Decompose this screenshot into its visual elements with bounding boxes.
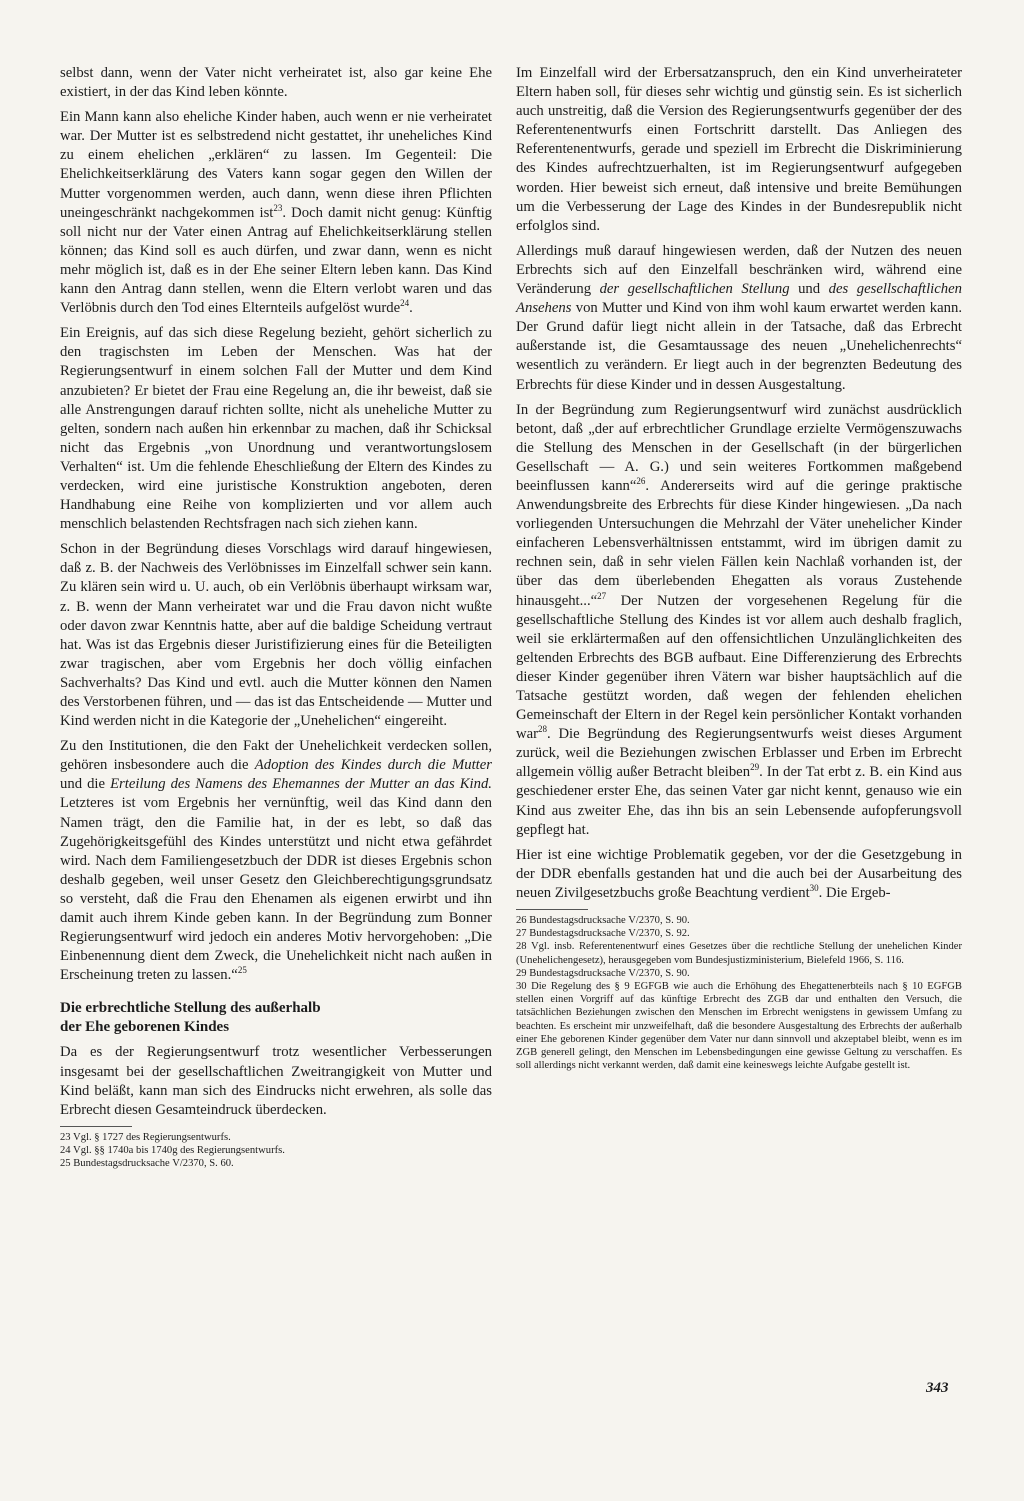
paragraph-text: . Die Ergeb- (818, 884, 891, 901)
paragraph (60, 64, 492, 102)
section-heading (60, 999, 492, 1037)
footnote-ref: 27 (597, 590, 607, 601)
paragraph-text: von Mutter und Kind von ihm wohl kaum erwartet werden kann. Der Grund dafür liegt nicht allein in der Tatsache, daß das Erbrecht außerstande ist, die Gesamtaussage des neuen „Unehelichenrechts“ wesentlich zu verändern. Er liegt auch in der begrenzten Bedeutung des Erbrechts für diese Kinder und in dessen Ausgestaltung. (516, 300, 962, 393)
paragraph-text: . Die Begründung des Regierungsentwurfs weist dieses Argument zurück, weil die Beziehungen zwischen Erblasser und Erben im Erbrecht allgemein völlig außer Betracht bleiben (516, 726, 962, 781)
footnote: 27 Bundestagsdrucksache V/2370, S. 92. (516, 928, 690, 940)
footnote: 23 Vgl. § 1727 des Regierungsentwurfs. (60, 1131, 231, 1143)
paragraph-text: Allerdings muß darauf hingewiesen werden, daß der Nutzen des neuen Erbrechts sich auf den Einzelfall beschränken wird, während eine Veränderung (516, 242, 962, 298)
paragraph: Ein Mann kann also eheliche Kinder haben, auch wenn er nie verheiratet war. Der Mutter ist es selbstredend nicht gestattet, ihr uneheliches Kind zu einem ehelichen „erklären“ zu lassen. Im Gegenteil: Die Ehelichkeitserklärung des Vaters kann sogar gegen den Willen der Mutter vorgenommen werden, auch dann, wenn diese ihren Pflichten uneingeschränkt nachgekommen ist$^{23}$. Doch damit nicht genug: Künftig soll nicht nur der Vater einen Antrag auf Ehelichkeitserklärung stellen können; das Kind soll es auch dürfen, und zwar dann, wenn es nicht mehr möglich ist, daß es in der Ehe seiner Eltern leben kann. Das Kind kann den Antrag dann stellen, wenn die Eltern verlobt waren und das Verlöbnis durch den Tod eines Elternteils aufgelöst wurde$^{24}$. (60, 109, 492, 317)
paragraph (60, 540, 492, 731)
paragraph-text: . In der Tat erbt z. B. ein Kind aus geschiedener erster Ehe, das seinen Vater gar nicht kennt, genauso wie ein Kind aus zweiter Ehe, das ihn bis an sein Lebensende aufopferungsvoll gepflegt hat. (516, 764, 962, 838)
heading-line: der Ehe geborenen Kindes (60, 1019, 230, 1036)
emphasis: Adoption des Kindes durch die Mutter (254, 757, 492, 774)
footnote: 28 Vgl. insb. Referentenentwurf eines Gesetzes über die rechtliche Stellung der unehelichen Kinder (Unehelichengesetz), herausgegeben vom Bundesjustizministerium, Bielefeld 1966, S. 116. (516, 941, 962, 966)
paragraph-text: Ein Mann kann also eheliche Kinder haben, auch wenn er nie verheiratet war. Der Mutter ist es selbstredend nicht gestattet, ihr uneheliches Kind zu einem ehelichen „erklären“ zu lassen. Im Gegenteil: Die Ehelichkeitserklärung des Vaters kann sogar gegen den Willen der Mutter vorgenommen werden, auch dann, wenn diese ihren Pflichten uneingeschränkt nachgekommen ist (60, 109, 492, 221)
footnote-ref: 26 (636, 476, 646, 487)
right-column (516, 64, 962, 1072)
paragraph-text: In der Begründung zum Regierungsentwurf wird zunächst ausdrücklich betont, daß „der auf erbrechtlicher Grundlage erzielte Vermögenszuwachs die Stellung des Menschen in der Gesellschaft (in der bürgerlichen Gesellschaft — A. G.) und sein weiteres Fortkommen maßgebend beeinflussen kann“ (516, 401, 962, 494)
paragraph-text: Schon in der Begründung dieses Vorschlags wird darauf hingewiesen, daß z. B. der Nachweis des Verlöbnisses im Einzelfall schwer sein kann. Zu klären sein wird u. U. auch, ob ein Verlöbnis überhaupt wirksam war, z. B. wenn der Mann verheiratet war und die Frau davon nicht wußte oder davon zwar Kenntnis hatte, aber auf die baldige Scheidung vertraut hat. Was ist das Ergebnis dieser Juristifizierung eines für die Beteiligten zwar tragischen, aber vom Ergebnis her doch völlig einfachen Sachverhalts? Das Kind und evtl. auch die Mutter können den Namen des Verstorbenen führen, und — das ist das Entscheidende — Mutter und Kind werden nicht in die Kategorie der „Unehelichen“ eingereiht. (60, 541, 492, 730)
paragraph-text: Hier ist eine wichtige Problematik gegeben, vor der die Gesetzgebung in der DDR ebenfalls gestanden hat und die auch bei der Ausarbeitung des neuen Zivilgesetzbuchs große Beachtung verdient (516, 846, 962, 901)
footnote-ref: 25 (237, 965, 247, 976)
left-column (60, 64, 492, 1170)
paragraph-text: selbst dann, wenn der Vater nicht verheiratet ist, also gar keine Ehe existiert, in der das Kind leben könnte. (60, 65, 492, 101)
footnote-ref: 29 (750, 762, 760, 773)
paragraph-text: Letzteres ist vom Ergebnis her vernünftig, weil das Kind dann den Namen trägt, den die Familie hat, in der es lebt, so daß das Zugehörigkeitsgefühl des Kindes unterstützt und nicht etwa gefährdet wird. Nach dem Familiengesetzbuch der DDR ist dieses Ergebnis schon deshalb gegeben, weil unser Gesetz den Gleichberechtigungsgrundsatz so versteht, daß die Frau den Ehenamen als eigenen erwirbt und ihn damit auch ihrem Kinde geben kann. In der Begründung zum Bonner Regierungsentwurf wird jedoch ein anderes Motiv hervorgehoben: „Die Einbenennung dient dem Zweck, die Unehelichkeit nicht nach außen in Erscheinung treten zu lassen.“ (60, 795, 492, 984)
footnote: 29 Bundestagsdrucksache V/2370, S. 90. (516, 967, 690, 979)
paragraph-text: Der Nutzen der vorgesehenen Regelung für die gesellschaftliche Stellung des Kindes ist vor allem auch deshalb fraglich, weil sie erklärtermaßen auf den offensichtlichen Unzulänglichkeiten des geltenden Erbrechts des BGB aufbaut. Eine Differenzierung des Erbrechts dieser Kinder gegenüber ihren Vätern war bisher hauptsächlich auf die Tatsache gestützt worden, daß wegen der fehlenden ehelichen Gemeinschaft der Eltern in der Regel kein persönlicher Kontakt vorhanden war (516, 592, 962, 743)
paragraph (516, 401, 962, 840)
paragraph-text: Ein Ereignis, auf das sich diese Regelung bezieht, gehört sicherlich zu den tragischsten im Leben der Menschen. Was hat der Regierungsentwurf in einem solchen Fall der Mutter und dem Kind anzubieten? Er bietet der Frau eine Regelung an, die ihr beweist, daß sie alle Anstrengungen darauf richten sollte, nicht als uneheliche Mutter zu gelten, sondern nach außen hin erkennbar zu machen, daß ihr Schicksal nicht das Ergebnis „von Unordnung und verantwortungslosem Verhalten“ ist. Um die fehlende Eheschließung der Eltern des Kindes zu verdecken, wird eine juristische Konstruktion angeboten, deren Handhabung eine Reihe von komplizierten und vor allem auch menschlich belastenden Rechtsfragen nach sich ziehen kann. (60, 325, 492, 533)
paragraph-text: . Doch damit nicht genug: Künftig soll nicht nur der Vater einen Antrag auf Ehelichkeitserklärung stellen können; das Kind soll es auch dürfen, und zwar dann, wenn es nicht mehr möglich ist, daß es in der Ehe seiner Eltern leben kann. Das Kind kann den Antrag dann stellen, wenn die Eltern verlobt waren und das Verlöbnis durch den Tod eines Elternteils aufgelöst wurde (60, 204, 492, 317)
paragraph-text: Da es der Regierungsentwurf trotz wesentlicher Verbesserungen insgesamt bei der gesellschaftlichen Zweitrangigkeit von Mutter und Kind beläßt, kann man sich des Eindrucks nicht erwehren, als solle das Erbrecht diesen Gesamteindruck überdecken. (60, 1044, 492, 1118)
footnote-ref: 30 (809, 883, 819, 894)
paragraph (60, 324, 492, 534)
paragraph (516, 64, 962, 236)
paragraph-text: . Andererseits wird auf die geringe praktische Anwendungsbreite des Erbrechts für diese Kinder hingewiesen. „Da nach vorliegenden Untersuchungen die Mehrzahl der Väter unehelicher Kinder einfacheren Lebensverhältnissen entstammt, wird im übrigen damit zu rechnen sein, daß in sehr vielen Fällen kein Nachlaß vorhanden ist, der über das dem überlebenden Ehegatten als voraus Zustehende hinausgeht...“ (516, 477, 962, 609)
paragraph-text: Im Einzelfall wird der Erbersatzanspruch, den ein Kind unverheirateter Eltern haben soll, für dieses sehr wichtig und günstig sein. Es ist sicherlich auch unstreitig, daß die Version des Regierungsentwurfs gegenüber der des Referentenentwurfs einen Fortschritt darstellt. Das Anliegen des Referentenentwurfs, gerade und speziell im Erbrecht die Diskriminierung des Kindes aufrechtzuerhalten, ist im Regierungsentwurf aufgegeben worden. Hier beweist sich erneut, daß intensive und breite Bemühungen um die Verbesserung der Lage des Kindes in der Bundesrepublik nicht erfolglos sind. (516, 65, 962, 234)
footnote-divider (516, 909, 588, 910)
footnote-ref: 24 (400, 298, 410, 309)
emphasis: des gesellschaftlichen Ansehens (516, 281, 962, 317)
emphasis: der gesellschaftlichen Stellung (599, 281, 790, 298)
paragraph-text: und (789, 281, 829, 298)
paragraph (60, 1043, 492, 1119)
paragraph (516, 846, 962, 903)
footnote-divider (60, 1126, 132, 1127)
footnote: 25 Bundestagsdrucksache V/2370, S. 60. (60, 1158, 234, 1170)
page-number: 343 (926, 1380, 949, 1396)
emphasis: Erteilung des Namens des Ehemannes der Mutter an das Kind. (110, 776, 492, 793)
footnote-ref: 28 (538, 724, 548, 735)
footnote: 30 Die Regelung des § 9 EGFGB wie auch die Erhöhung des Ehegattenerbteils nach § 10 EGFGB stellen einen Vorgriff auf das künftige Erbrecht des ZGB dar und enthalten den Versuch, die tatsächlichen Beziehungen zwischen den Menschen im Erbrecht wenigstens in gewissem Umfang zu beachten. Es erscheint mir unzweifelhaft, daß die besondere Ausgestaltung des Erbrechts der außerhalb einer Ehe geborenen Kinder gegenüber dem Vater nur dann sinnvoll und akzeptabel bleibt, wenn es im ZGB generell gelingt, den Menschen im Lebensbedingungen eine gewisse Geltung zu verschaffen. Es soll allerdings nicht verkannt werden, daß damit eine keineswegs leichte Aufgabe gestellt ist. (516, 981, 962, 1072)
paragraph-text: und die (60, 776, 111, 793)
heading-line: Die erbrechtliche Stellung des außerhalb (60, 1000, 321, 1017)
footnote-ref: 23 (273, 202, 283, 213)
footnote: 26 Bundestagsdrucksache V/2370, S. 90. (516, 915, 690, 927)
footnote: 24 Vgl. §§ 1740a bis 1740g des Regierungsentwurfs. (60, 1144, 285, 1156)
paragraph-text: Zu den Institutionen, die den Fakt der Unehelichkeit verdecken sollen, gehören insbesondere auch die (60, 738, 492, 774)
paragraph (60, 737, 492, 985)
paragraph (516, 242, 962, 395)
